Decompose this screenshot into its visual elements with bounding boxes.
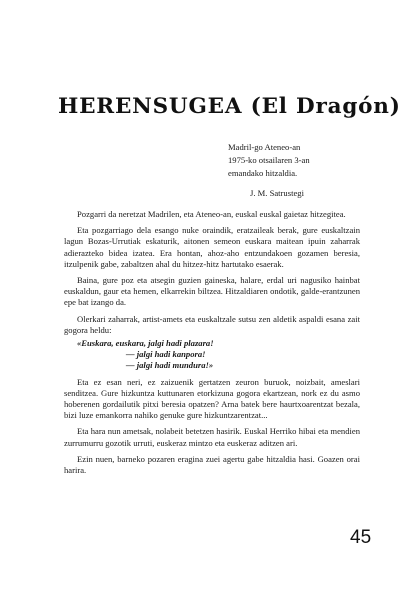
dedication-line: Madril-go Ateneo-an [228, 142, 301, 152]
page-number: 45 [350, 527, 372, 548]
paragraph: Eta hara nun ametsak, nolabeit betetzen hasirik. Euskal Herriko hibai eta mendien zurrumurru gozotik urruti, euskeraz mintzo eta euskeraz aditzen ari. [64, 426, 360, 448]
poem-line: — jalgi hadi kanpora! [126, 349, 206, 360]
dedication-line: 1975-ko otsailaren 3-an [228, 155, 310, 166]
paragraph: Ezin nuen, barneko pozaren eragina zuei agertu gabe hitzaldia hasi. Goazen orai harira. [64, 453, 360, 476]
paragraph: Eta ez esan neri, ez zaizuenik gertatzen zeuron buruok, noizbait, ameslari senditzea. Gure hizkuntza kuttunaren etorkizuna gogora ekartzean, nork ez du asmo hoberenen gordailutik pitxi beresia opatzen? Arna batek bere haurtxoarentzat bezala, bizi luze emankorra nahiko genuke gure hizkuntzarentzat... [64, 376, 360, 421]
chapter-title: HERENSUGEA (El Dragón) [58, 94, 401, 119]
paragraph: Pozgarri da neretzat Madrilen, eta Ateneo-an, euskal euskal gaietaz hitzegitea. [77, 209, 346, 219]
dedication-line: emandako hitzaldia. [228, 168, 298, 179]
poem-line: «Euskara, euskara, jalgi hadi plazara! [77, 338, 214, 349]
paragraph: Eta pozgarriago dela esango nuke oraindik, eratzaileak berak, gure euskaltzain lagun Bozas-Urrutiak eskaturik, aitonen semeon euskara maitean ipuin zaharrak adierazteko bidea izatea. Era hontan, ahoz-aho entzundakoen gozamen beresia, itzulpenik gabe, zabaltzen ahal du hitzez-hitz hartutako esaerak. [64, 225, 360, 269]
poem-quote [77, 338, 360, 372]
dedication-block [228, 141, 388, 200]
paragraph: Baina, gure poz eta atsegin guzien gaineska, halare, erdal uri nagusiko hainbat euskaldun, gaur eta hemen, elkarrekin biltzea. Hitzaldiaren ondotik, galde-erantzunen epe bat izango da. [64, 275, 360, 308]
paragraph: Olerkari zaharrak, artist-amets eta euskaltzale sutsu zen aldetik aspaldi esana zait gogora heldu: [64, 313, 360, 335]
body-text [64, 209, 360, 481]
author-name: J. M. Satrustegi [250, 187, 304, 198]
poem-line: — jalgi hadi mundura!» [126, 360, 214, 371]
